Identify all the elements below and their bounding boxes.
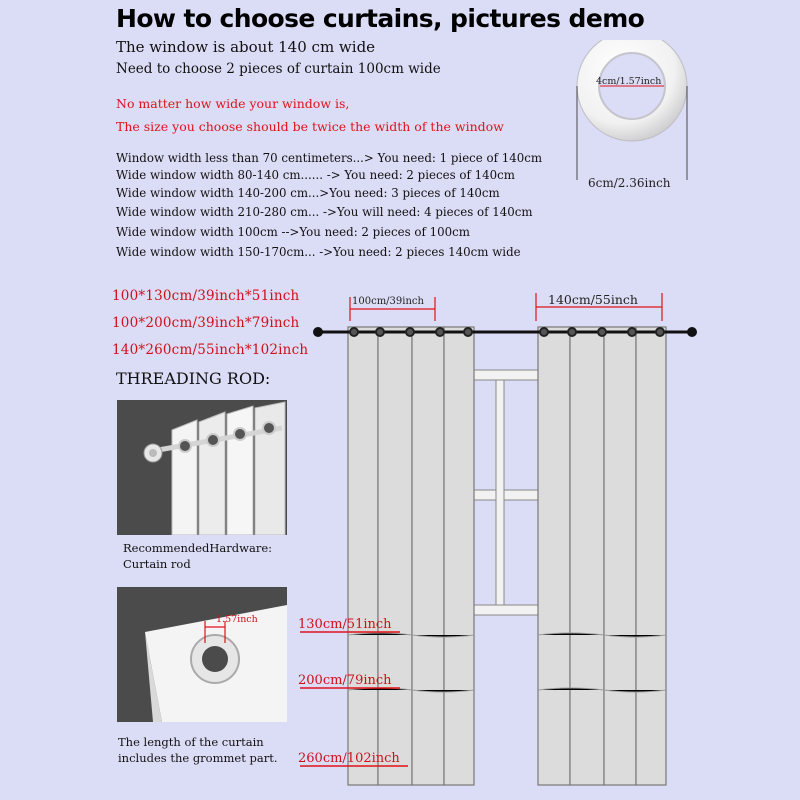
grommet-inner-diameter: 4cm/1.57inch: [596, 76, 662, 87]
subtitle-curtain-choice: Need to choose 2 pieces of curtain 100cm wide: [116, 61, 441, 77]
grommet-outer-diameter: 6cm/2.36inch: [588, 176, 671, 190]
rule-item: Window width less than 70 centimeters...> You need: 1 piece of 140cm: [116, 151, 543, 165]
size-option: 100*200cm/39inch*79inch: [112, 315, 300, 331]
length-label: 260cm/102inch: [298, 751, 400, 766]
page-title: How to choose curtains, pictures demo: [116, 4, 645, 33]
window-frame: [470, 370, 540, 615]
right-width-label: 140cm/55inch: [548, 292, 638, 307]
rule-item: Wide window width 140-200 cm...>You need: 3 pieces of 140cm: [116, 186, 500, 200]
left-curtain: [348, 327, 474, 785]
grommet-closeup-photo: [117, 587, 287, 722]
warning-line-1: No matter how wide your window is,: [116, 96, 350, 111]
rule-item: Wide window width 210-280 cm... ->You will need: 4 pieces of 140cm: [116, 205, 533, 219]
threading-rod-heading: THREADING ROD:: [116, 369, 271, 388]
subtitle-window-width: The window is about 140 cm wide: [116, 38, 376, 56]
rule-item: Wide window width 80-140 cm...... -> You need: 2 pieces of 140cm: [116, 168, 515, 182]
warning-line-2: The size you choose should be twice the width of the window: [116, 119, 504, 134]
length-label: 200cm/79inch: [298, 673, 392, 688]
left-width-label: 100cm/39inch: [352, 296, 424, 307]
grommet-photo-label: 1.57inch: [216, 614, 258, 625]
hardware-caption: RecommendedHardware: Curtain rod: [123, 541, 273, 571]
curtain-diagram: [300, 285, 710, 795]
rule-item: Wide window width 150-170cm... ->You need: 2 pieces 140cm wide: [116, 245, 521, 259]
rule-item: Wide window width 100cm -->You need: 2 pieces of 100cm: [116, 225, 470, 239]
size-option: 100*130cm/39inch*51inch: [112, 288, 300, 304]
size-option: 140*260cm/55inch*102inch: [112, 342, 309, 358]
length-note: The length of the curtain includes the grommet part.: [118, 735, 278, 765]
rod-threading-photo: [117, 400, 287, 535]
length-label: 130cm/51inch: [298, 617, 392, 632]
right-curtain: [538, 327, 666, 785]
